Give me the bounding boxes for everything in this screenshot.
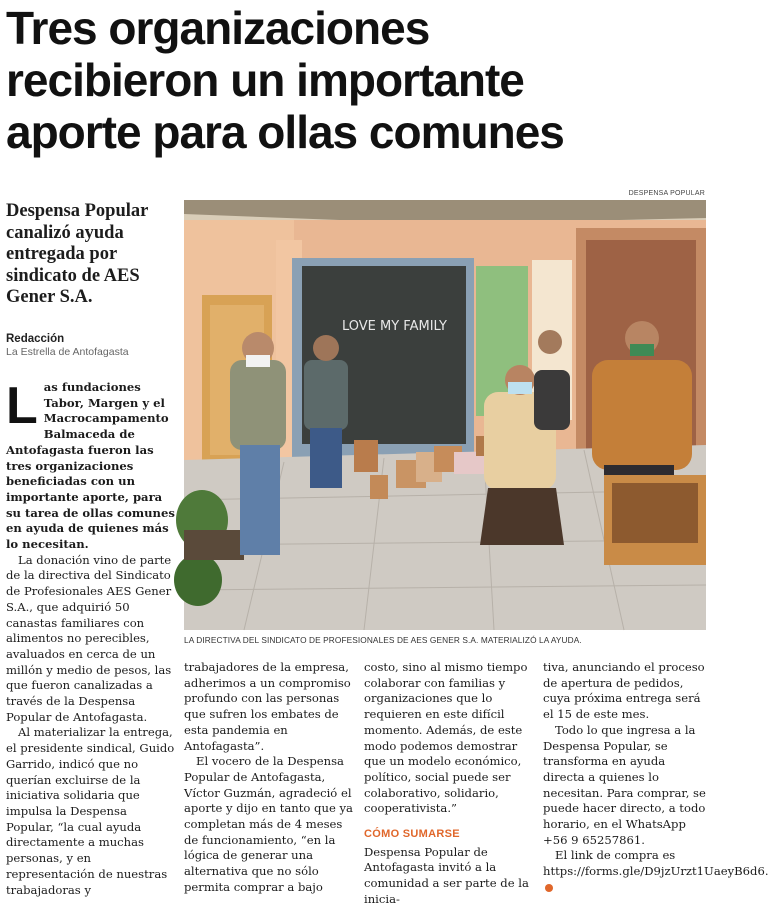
photo-credit: DESPENSA POPULAR [628,190,705,197]
body-column-3 [364,660,536,908]
byline-author: Redacción [6,333,65,345]
paragraph: Todo lo que ingresa a la Despensa Popular, se transforma en ayuda directa a quienes lo necesitan. Para comprar, se puede hacer directo, a todo horario, en el WhatsApp +56 9 65257861. [543,722,706,847]
deck-subtitle: Despensa Popular canalizó ayuda entregada por sindicato de AES Gener S.A. [6,201,149,307]
body-column-1 [6,377,178,898]
headline-line-3: aporte para ollas comunes [6,106,564,158]
paragraph: tiva, anunciando el proceso de apertura de pedidos, cuya próxima entrega será el 15 de este mes. [543,660,705,722]
byline [6,333,178,358]
headline [6,2,706,158]
paragraph-text: El link de compra es https://forms.gle/D9jzUrzt1UaeyB6d6. [543,848,769,879]
paragraph [543,848,769,895]
article-photo [184,200,706,630]
chalkboard-text: LOVE MY FAMILY [342,319,447,334]
section-subhead: CÓMO SUMARSE [364,828,460,841]
paragraph: Despensa Popular de Antofagasta invitó a la comunidad a ser parte de la inicia- [364,844,529,906]
paragraph-text: as fundaciones Tabor, Margen y el Macrocampamento Balmaceda de Antofagasta fueron las tres organizaciones beneficiadas con un importante aporte, para su tarea de ollas comunes en ayuda de quienes más lo necesitan. [6,380,175,552]
paragraph: El vocero de la Despensa Popular de Antofagasta, Víctor Guzmán, agradeció el aporte y dijo en tanto que ya completan más de 4 meses de funcionamiento, “en la lógica de generar una alternativa que no sólo permita comprar a bajo [184,754,353,894]
paragraph: costo, sino al mismo tiempo colaborar con familias y organizaciones que lo requieren en este difícil momento. Además, de este modo podemos demostrar que un modelo económico, político, social puede ser colaborativo, solidario, cooperativista.” [364,660,528,816]
body-column-2 [184,660,356,896]
paragraph: La donación vino de parte de la directiva del Sindicato de Profesionales AES Gener S.A., que adquirió 50 canastas familiares con alimentos no perecibles, avaluados en cerca de un millón y medio de pesos, las que fueron canalizadas a través de la Despensa Popular de Antofagasta. [6,552,172,724]
headline-line-1: Tres organizaciones [6,2,430,54]
dropcap: L [6,377,38,435]
end-of-article-icon [545,884,553,892]
headline-line-2: recibieron un importante [6,54,524,106]
byline-outlet: La Estrella de Antofagasta [6,346,129,358]
paragraph: trabajadores de la empresa, adherimos a un compromiso profundo con las personas que sufren los embates de esta pandemia en Antofagasta”. [184,660,351,753]
body-column-4 [543,660,769,896]
paragraph [6,377,178,553]
paragraph: Al materializar la entrega, el presidente sindical, Guido Garrido, indicó que no querían excluirse de la iniciativa solidaria que impulsa la Despensa Popular, “la cual ayuda directamente a muchas personas, y en representación de nuestras trabajadoras y [6,725,175,897]
photo-caption: LA DIRECTIVA DEL SINDICATO DE PROFESIONALES DE AES GENER S.A. MATERIALIZÓ LA AYUDA. [184,635,582,645]
